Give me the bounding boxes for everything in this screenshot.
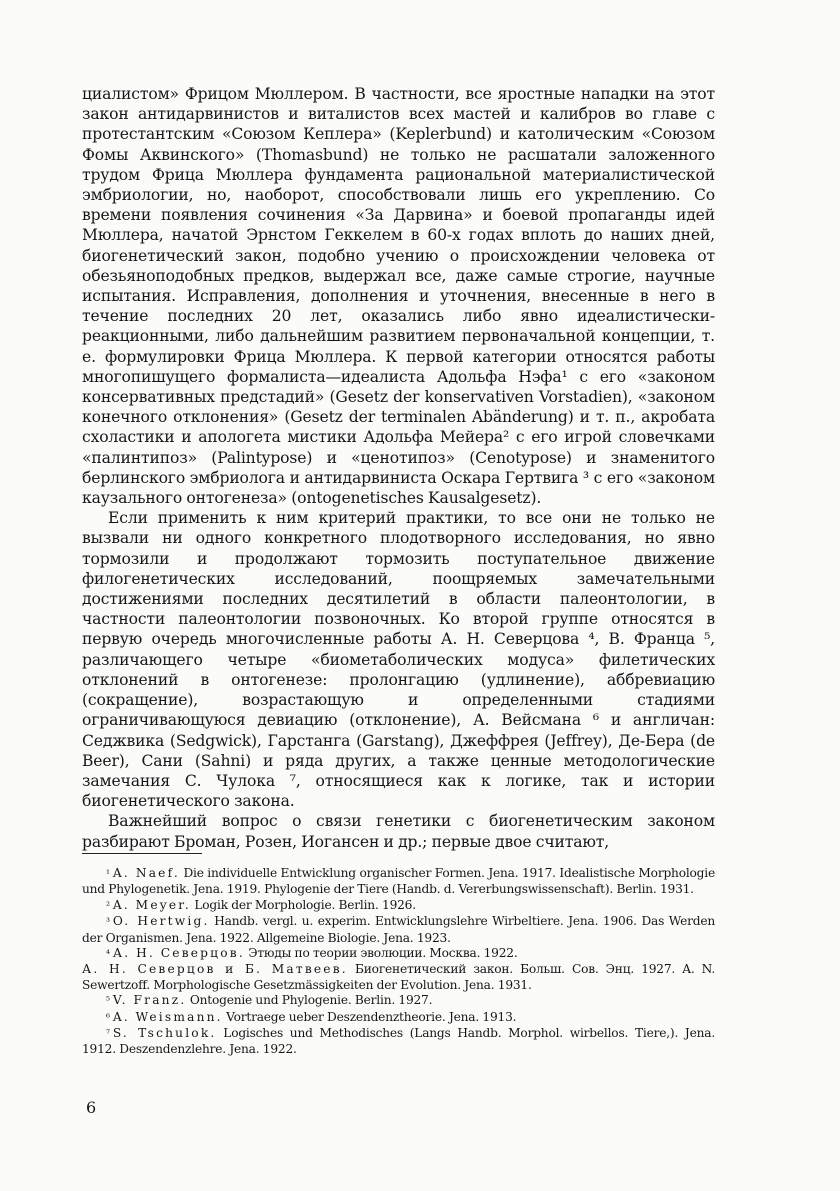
footnote-text: Die individuelle Entwicklung organischer Formen. Jena. 1917. Idealistische Morphologie und Phylogenetik. Jena. 1919. Phylogenie der Tiere (Handb. d. Vererbungswissenschaft). Berlin. 1931. xyxy=(82,866,715,897)
footnote-author: S. Tschulok. xyxy=(112,1026,217,1041)
footnote-6 xyxy=(82,1010,715,1026)
footnote-author: A. Weismann. xyxy=(112,1009,223,1024)
footnote-author: А. Н. Северцов и Б. Матвеев. xyxy=(82,962,348,977)
footnote-number: ⁵ xyxy=(106,996,110,1008)
footnote-number: ⁷ xyxy=(106,1029,110,1041)
footnote-number: ⁶ xyxy=(106,1012,110,1024)
footnote-text: Биогенетический закон. Больш. Сов. Энц. 1927. A. N. Sewertzoff. Morphologische Gesetzmässigkeiten der Evolution. Jena. 1931. xyxy=(82,962,715,992)
footnote-author: O. Hertwig. xyxy=(112,914,210,929)
footnotes xyxy=(82,866,715,1058)
paragraph-3: Важнейший вопрос о связи генетики с биогенетическим законом разбирают Броман, Розен, Иогансен и др.; первые двое считают, xyxy=(82,812,715,851)
footnote-text: Этюды по теории эволюции. Москва. 1922. xyxy=(248,946,518,961)
footnote-4-continued xyxy=(82,962,715,993)
footnote-7 xyxy=(82,1026,715,1058)
footnote-number: ³ xyxy=(106,917,110,929)
footnote-1 xyxy=(82,866,715,898)
footnote-text: Handb. vergl. u. experim. Entwicklungslehre Wirbeltiere. Jena. 1906. Das Werden der Organismen. Jena. 1922. Allgemeine Biologie. Jena. 1923. xyxy=(82,914,716,945)
footnote-5 xyxy=(82,993,715,1009)
footnote-2 xyxy=(82,898,715,914)
footnote-4 xyxy=(82,946,715,962)
footnote-author: V. Franz. xyxy=(112,993,187,1008)
paragraph-2: Если применить к ним критерий практики, то все они не только не вызвали ни одного конкретного плодотворного исследования, но явно тормозили и продолжают тормозить поступательное движение филогенетических исследований, поощряемых замечательными достижениями последних десятилетий в области палеонтологии, в частности палеонтологии позвоночных. Ко второй группе относятся в первую очередь многочисленные работы А. Н. Северцова ⁴, В. Франца ⁵, различающего четыре «биометаболических модуса» филетических отклонений в онтогенезе: пролонгацию (удлинение), аббревиацию (сокращение), возрастающую и определенными стадиями ограничивающуюся девиацию (отклонение), А. Вейсмана ⁶ и англичан: Седжвика (Sedgwick), Гарстанга (Garstang), Джеффрея (Jeffrey), Де-Бера (de Beer), Сани (Sahni) и ряда других, а также ценные методологические замечания С. Чулока ⁷, относящиеся как к логике, так и истории биогенетического закона. xyxy=(82,509,715,811)
footnote-text: Ontogenie und Phylogenie. Berlin. 1927. xyxy=(189,993,433,1008)
footnote-3 xyxy=(82,914,715,946)
footnote-number: ⁴ xyxy=(106,949,110,961)
main-text xyxy=(82,84,715,852)
footnote-text: Vortraege ueber Deszendenztheorie. Jena. 1913. xyxy=(226,1009,517,1024)
footnote-number: ² xyxy=(106,900,110,912)
footnote-text: Logisches und Methodisches (Langs Handb. Morphol. wirbellos. Tiere,). Jena. 1912. Deszendenzlehre. Jena. 1922. xyxy=(82,1026,716,1057)
footnote-author: A. Meyer. xyxy=(112,897,192,912)
footnote-author: А. Н. Северцов. xyxy=(112,946,245,961)
footnote-number: ¹ xyxy=(106,869,110,880)
footnote-author: A. Naef. xyxy=(112,866,180,880)
footnote-separator xyxy=(82,853,202,854)
paragraph-1: циалистом» Фрицом Мюллером. В частности, все яростные нападки на этот закон антидарвинистов и виталистов всех мастей и калибров во главе с протестантским «Союзом Кеплера» (Keplerbund) и католическим «Союзом Фомы Аквинского» (Thomasbund) не только не расшатали заложенного трудом Фрица Мюллера фундамента рациональной материалистической эмбриологии, но, наоборот, способствовали лишь его укреплению. Со времени появления сочинения «За Дарвина» и боевой пропаганды идей Мюллера, начатой Эрнстом Геккелем в 60-х годах вплоть до наших дней, биогенетический закон, подобно учению о происхождении человека от обезьяноподобных предков, выдержал все, даже самые строгие, научные испытания. Исправления, дополнения и уточнения, внесенные в него в течение последних 20 лет, оказались либо явно идеалистически-реакционными, либо дальнейшим развитием первоначальной концепции, т. е. формулировки Фрица Мюллера. К первой категории относятся работы многопишущего формалиста—идеалиста Адольфа Нэфа¹ с его «законом консервативных предстадий» (Gesetz der konservativen Vorstadien), «законом конечного отклонения» (Gesetz der terminalen Abänderung) и т. п., акробата схоластики и апологета мистики Адольфа Мейера² с его игрой словечками «палинтипоз» (Palintypose) и «ценотипоз» (Cenotypose) и знаменитого берлинского эмбриолога и антидарвиниста Оскара Гертвига ³ с его «законом каузального онтогенеза» (ontogenetisches Kausalgesetz). xyxy=(82,85,715,508)
page-number: 6 xyxy=(86,1098,97,1117)
footnote-text: Logik der Morphologie. Berlin. 1926. xyxy=(194,897,416,912)
